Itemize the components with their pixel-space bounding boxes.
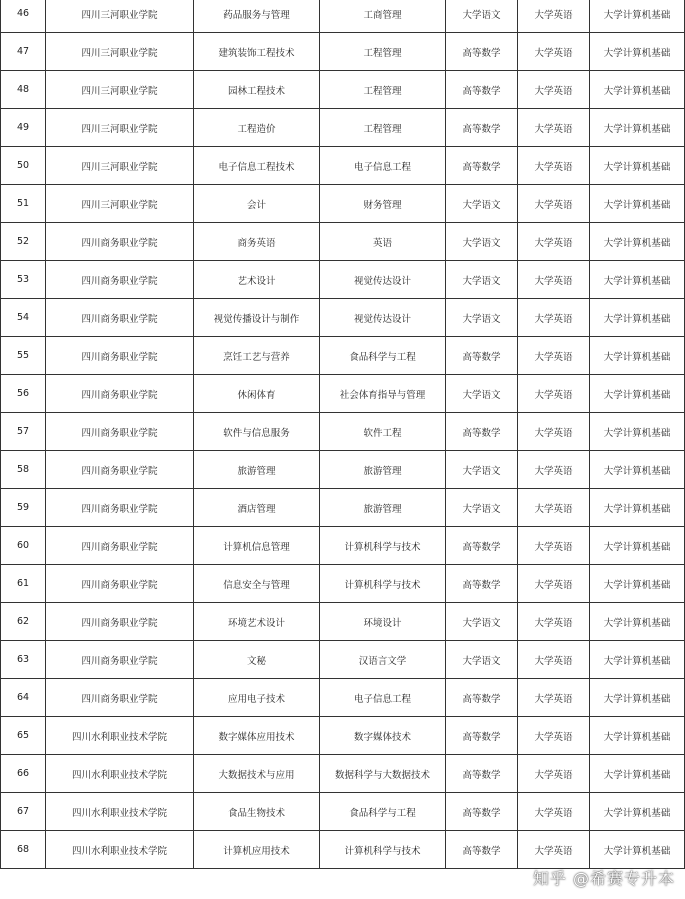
table-row xyxy=(1,299,685,337)
exam-subject-2-cell: 大学英语 xyxy=(518,109,590,147)
exam-subject-3-cell: 大学计算机基础 xyxy=(590,0,685,33)
table-row xyxy=(1,489,685,527)
exam-subject-3-cell: 大学计算机基础 xyxy=(590,831,685,869)
exam-subject-2-cell: 大学英语 xyxy=(518,793,590,831)
exam-subject-2-cell: 大学英语 xyxy=(518,337,590,375)
exam-subject-1-cell: 大学语文 xyxy=(446,489,518,527)
current-major-cell: 视觉传播设计与制作 xyxy=(194,299,320,337)
row-number-cell: 51 xyxy=(1,185,46,223)
row-number-cell: 57 xyxy=(1,413,46,451)
current-major-cell: 食品生物技术 xyxy=(194,793,320,831)
college-name-cell: 四川水利职业技术学院 xyxy=(46,755,194,793)
current-major-cell: 旅游管理 xyxy=(194,451,320,489)
row-number-cell: 56 xyxy=(1,375,46,413)
exam-subject-1-cell: 大学语文 xyxy=(446,223,518,261)
exam-subject-1-cell: 高等数学 xyxy=(446,147,518,185)
exam-subject-1-cell: 高等数学 xyxy=(446,337,518,375)
college-name-cell: 四川三河职业学院 xyxy=(46,147,194,185)
exam-subject-1-cell: 高等数学 xyxy=(446,831,518,869)
target-major-cell: 电子信息工程 xyxy=(320,147,446,185)
exam-subject-3-cell: 大学计算机基础 xyxy=(590,147,685,185)
exam-subject-1-cell: 高等数学 xyxy=(446,71,518,109)
exam-subject-3-cell: 大学计算机基础 xyxy=(590,185,685,223)
row-number-cell: 49 xyxy=(1,109,46,147)
exam-subject-2-cell: 大学英语 xyxy=(518,831,590,869)
target-major-cell: 旅游管理 xyxy=(320,451,446,489)
row-number-cell: 50 xyxy=(1,147,46,185)
table-row xyxy=(1,755,685,793)
table-row xyxy=(1,185,685,223)
table-body xyxy=(1,0,685,869)
exam-subject-1-cell: 高等数学 xyxy=(446,413,518,451)
exam-subject-2-cell: 大学英语 xyxy=(518,717,590,755)
table-row xyxy=(1,33,685,71)
table-row xyxy=(1,261,685,299)
row-number-cell: 63 xyxy=(1,641,46,679)
current-major-cell: 计算机信息管理 xyxy=(194,527,320,565)
table-row xyxy=(1,679,685,717)
exam-subject-3-cell: 大学计算机基础 xyxy=(590,641,685,679)
target-major-cell: 财务管理 xyxy=(320,185,446,223)
exam-subject-1-cell: 大学语文 xyxy=(446,0,518,33)
row-number-cell: 46 xyxy=(1,0,46,33)
exam-subject-3-cell: 大学计算机基础 xyxy=(590,299,685,337)
exam-subject-1-cell: 大学语文 xyxy=(446,299,518,337)
row-number-cell: 62 xyxy=(1,603,46,641)
table-row xyxy=(1,793,685,831)
exam-subject-2-cell: 大学英语 xyxy=(518,413,590,451)
college-name-cell: 四川商务职业学院 xyxy=(46,223,194,261)
row-number-cell: 47 xyxy=(1,33,46,71)
target-major-cell: 食品科学与工程 xyxy=(320,337,446,375)
exam-subject-3-cell: 大学计算机基础 xyxy=(590,489,685,527)
current-major-cell: 工程造价 xyxy=(194,109,320,147)
college-name-cell: 四川商务职业学院 xyxy=(46,299,194,337)
row-number-cell: 66 xyxy=(1,755,46,793)
college-name-cell: 四川水利职业技术学院 xyxy=(46,831,194,869)
target-major-cell: 电子信息工程 xyxy=(320,679,446,717)
exam-subject-1-cell: 高等数学 xyxy=(446,527,518,565)
current-major-cell: 文秘 xyxy=(194,641,320,679)
table-row xyxy=(1,375,685,413)
college-name-cell: 四川商务职业学院 xyxy=(46,679,194,717)
row-number-cell: 59 xyxy=(1,489,46,527)
row-number-cell: 64 xyxy=(1,679,46,717)
table-row xyxy=(1,565,685,603)
target-major-cell: 数字媒体技术 xyxy=(320,717,446,755)
exam-subject-3-cell: 大学计算机基础 xyxy=(590,375,685,413)
exam-subject-3-cell: 大学计算机基础 xyxy=(590,109,685,147)
exam-subject-2-cell: 大学英语 xyxy=(518,375,590,413)
table-row xyxy=(1,71,685,109)
exam-subject-2-cell: 大学英语 xyxy=(518,261,590,299)
current-major-cell: 信息安全与管理 xyxy=(194,565,320,603)
target-major-cell: 汉语言文学 xyxy=(320,641,446,679)
exam-subject-3-cell: 大学计算机基础 xyxy=(590,755,685,793)
target-major-cell: 旅游管理 xyxy=(320,489,446,527)
exam-subject-2-cell: 大学英语 xyxy=(518,147,590,185)
current-major-cell: 药品服务与管理 xyxy=(194,0,320,33)
current-major-cell: 数字媒体应用技术 xyxy=(194,717,320,755)
exam-subject-3-cell: 大学计算机基础 xyxy=(590,413,685,451)
exam-subject-2-cell: 大学英语 xyxy=(518,0,590,33)
exam-subject-2-cell: 大学英语 xyxy=(518,641,590,679)
exam-subject-3-cell: 大学计算机基础 xyxy=(590,679,685,717)
table-row xyxy=(1,413,685,451)
exam-subject-1-cell: 高等数学 xyxy=(446,679,518,717)
row-number-cell: 52 xyxy=(1,223,46,261)
exam-subject-3-cell: 大学计算机基础 xyxy=(590,717,685,755)
exam-subject-1-cell: 大学语文 xyxy=(446,603,518,641)
target-major-cell: 计算机科学与技术 xyxy=(320,565,446,603)
table-row xyxy=(1,527,685,565)
current-major-cell: 软件与信息服务 xyxy=(194,413,320,451)
exam-subject-2-cell: 大学英语 xyxy=(518,299,590,337)
target-major-cell: 工商管理 xyxy=(320,0,446,33)
college-name-cell: 四川商务职业学院 xyxy=(46,565,194,603)
exam-subject-2-cell: 大学英语 xyxy=(518,679,590,717)
college-name-cell: 四川三河职业学院 xyxy=(46,109,194,147)
table-row xyxy=(1,223,685,261)
college-name-cell: 四川三河职业学院 xyxy=(46,185,194,223)
current-major-cell: 艺术设计 xyxy=(194,261,320,299)
current-major-cell: 建筑装饰工程技术 xyxy=(194,33,320,71)
table-row xyxy=(1,109,685,147)
exam-subject-2-cell: 大学英语 xyxy=(518,603,590,641)
row-number-cell: 53 xyxy=(1,261,46,299)
current-major-cell: 园林工程技术 xyxy=(194,71,320,109)
target-major-cell: 工程管理 xyxy=(320,33,446,71)
college-name-cell: 四川三河职业学院 xyxy=(46,0,194,33)
table-row xyxy=(1,717,685,755)
target-major-cell: 环境设计 xyxy=(320,603,446,641)
exam-subject-2-cell: 大学英语 xyxy=(518,185,590,223)
table-row xyxy=(1,0,685,33)
exam-subject-2-cell: 大学英语 xyxy=(518,451,590,489)
exam-subject-2-cell: 大学英语 xyxy=(518,527,590,565)
exam-subject-1-cell: 大学语文 xyxy=(446,451,518,489)
row-number-cell: 54 xyxy=(1,299,46,337)
row-number-cell: 58 xyxy=(1,451,46,489)
exam-subject-1-cell: 高等数学 xyxy=(446,793,518,831)
exam-subject-1-cell: 高等数学 xyxy=(446,755,518,793)
exam-subject-2-cell: 大学英语 xyxy=(518,489,590,527)
college-name-cell: 四川商务职业学院 xyxy=(46,489,194,527)
row-number-cell: 68 xyxy=(1,831,46,869)
table-row xyxy=(1,641,685,679)
target-major-cell: 英语 xyxy=(320,223,446,261)
college-name-cell: 四川水利职业技术学院 xyxy=(46,717,194,755)
college-name-cell: 四川商务职业学院 xyxy=(46,413,194,451)
exam-subject-1-cell: 高等数学 xyxy=(446,109,518,147)
exam-subject-3-cell: 大学计算机基础 xyxy=(590,33,685,71)
exam-subject-1-cell: 大学语文 xyxy=(446,185,518,223)
exam-subject-3-cell: 大学计算机基础 xyxy=(590,793,685,831)
exam-subject-1-cell: 大学语文 xyxy=(446,641,518,679)
exam-subject-1-cell: 大学语文 xyxy=(446,375,518,413)
watermark: 知乎 @希赛专升本 xyxy=(532,869,675,888)
exam-subject-3-cell: 大学计算机基础 xyxy=(590,71,685,109)
exam-subject-2-cell: 大学英语 xyxy=(518,33,590,71)
college-name-cell: 四川商务职业学院 xyxy=(46,451,194,489)
college-name-cell: 四川三河职业学院 xyxy=(46,71,194,109)
current-major-cell: 环境艺术设计 xyxy=(194,603,320,641)
current-major-cell: 大数据技术与应用 xyxy=(194,755,320,793)
college-name-cell: 四川三河职业学院 xyxy=(46,33,194,71)
exam-subject-2-cell: 大学英语 xyxy=(518,565,590,603)
target-major-cell: 工程管理 xyxy=(320,71,446,109)
exam-subject-2-cell: 大学英语 xyxy=(518,223,590,261)
current-major-cell: 烹饪工艺与营养 xyxy=(194,337,320,375)
target-major-cell: 社会体育指导与管理 xyxy=(320,375,446,413)
exam-subject-3-cell: 大学计算机基础 xyxy=(590,261,685,299)
exam-subject-1-cell: 高等数学 xyxy=(446,717,518,755)
college-name-cell: 四川商务职业学院 xyxy=(46,261,194,299)
target-major-cell: 食品科学与工程 xyxy=(320,793,446,831)
target-major-cell: 视觉传达设计 xyxy=(320,261,446,299)
table-row xyxy=(1,337,685,375)
exam-subject-3-cell: 大学计算机基础 xyxy=(590,565,685,603)
row-number-cell: 55 xyxy=(1,337,46,375)
table-row xyxy=(1,603,685,641)
table-row xyxy=(1,451,685,489)
row-number-cell: 48 xyxy=(1,71,46,109)
exam-subject-2-cell: 大学英语 xyxy=(518,755,590,793)
current-major-cell: 商务英语 xyxy=(194,223,320,261)
target-major-cell: 计算机科学与技术 xyxy=(320,527,446,565)
exam-subject-1-cell: 大学语文 xyxy=(446,261,518,299)
table-row xyxy=(1,831,685,869)
current-major-cell: 应用电子技术 xyxy=(194,679,320,717)
current-major-cell: 休闲体育 xyxy=(194,375,320,413)
exam-subject-3-cell: 大学计算机基础 xyxy=(590,527,685,565)
target-major-cell: 软件工程 xyxy=(320,413,446,451)
college-name-cell: 四川商务职业学院 xyxy=(46,527,194,565)
exam-subject-1-cell: 高等数学 xyxy=(446,565,518,603)
target-major-cell: 数据科学与大数据技术 xyxy=(320,755,446,793)
college-name-cell: 四川商务职业学院 xyxy=(46,641,194,679)
row-number-cell: 61 xyxy=(1,565,46,603)
target-major-cell: 视觉传达设计 xyxy=(320,299,446,337)
college-name-cell: 四川商务职业学院 xyxy=(46,337,194,375)
exam-subject-3-cell: 大学计算机基础 xyxy=(590,223,685,261)
row-number-cell: 65 xyxy=(1,717,46,755)
target-major-cell: 工程管理 xyxy=(320,109,446,147)
current-major-cell: 会计 xyxy=(194,185,320,223)
exam-subject-3-cell: 大学计算机基础 xyxy=(590,451,685,489)
current-major-cell: 计算机应用技术 xyxy=(194,831,320,869)
table-row xyxy=(1,147,685,185)
row-number-cell: 60 xyxy=(1,527,46,565)
row-number-cell: 67 xyxy=(1,793,46,831)
college-name-cell: 四川商务职业学院 xyxy=(46,375,194,413)
exam-subject-2-cell: 大学英语 xyxy=(518,71,590,109)
college-name-cell: 四川水利职业技术学院 xyxy=(46,793,194,831)
exam-subject-3-cell: 大学计算机基础 xyxy=(590,337,685,375)
college-name-cell: 四川商务职业学院 xyxy=(46,603,194,641)
current-major-cell: 酒店管理 xyxy=(194,489,320,527)
exam-subject-1-cell: 高等数学 xyxy=(446,33,518,71)
current-major-cell: 电子信息工程技术 xyxy=(194,147,320,185)
target-major-cell: 计算机科学与技术 xyxy=(320,831,446,869)
exam-subject-3-cell: 大学计算机基础 xyxy=(590,603,685,641)
